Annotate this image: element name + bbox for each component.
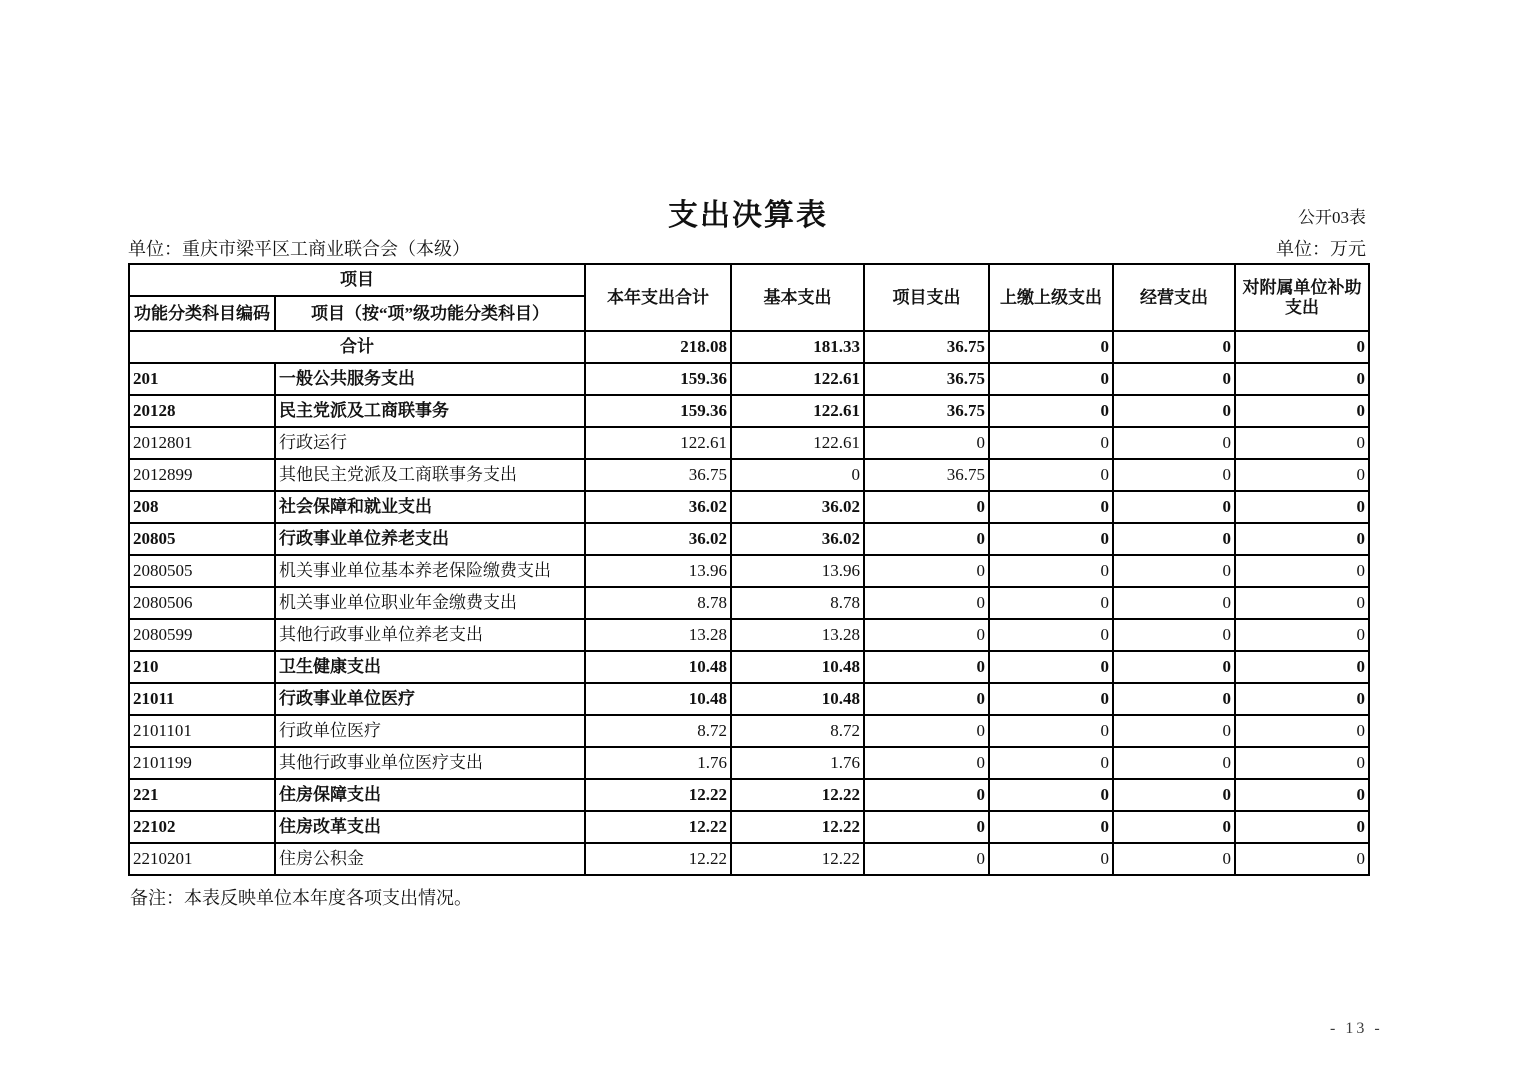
row-code: 2012899 bbox=[129, 459, 275, 491]
table-row bbox=[129, 427, 1369, 459]
row-value: 122.61 bbox=[731, 427, 864, 459]
row-value: 0 bbox=[1113, 555, 1235, 587]
row-value: 10.48 bbox=[585, 683, 731, 715]
row-value: 122.61 bbox=[731, 363, 864, 395]
row-value: 0 bbox=[864, 427, 989, 459]
row-code: 208 bbox=[129, 491, 275, 523]
header-row-1 bbox=[129, 264, 1369, 296]
row-value: 0 bbox=[1235, 459, 1369, 491]
row-value: 0 bbox=[1235, 779, 1369, 811]
row-value: 0 bbox=[1235, 747, 1369, 779]
row-value: 0 bbox=[989, 811, 1113, 843]
row-value: 0 bbox=[1113, 779, 1235, 811]
row-value: 0 bbox=[989, 459, 1113, 491]
row-value: 218.08 bbox=[585, 331, 731, 363]
page-number: - 13 - bbox=[1330, 1020, 1383, 1037]
row-item: 一般公共服务支出 bbox=[275, 363, 585, 395]
row-value: 0 bbox=[1235, 619, 1369, 651]
row-code: 210 bbox=[129, 651, 275, 683]
table-row bbox=[129, 843, 1369, 875]
row-value: 8.78 bbox=[731, 587, 864, 619]
row-value: 0 bbox=[864, 747, 989, 779]
row-value: 0 bbox=[989, 555, 1113, 587]
row-value: 0 bbox=[1113, 619, 1235, 651]
header-col-project: 项目支出 bbox=[864, 264, 989, 331]
row-item: 其他民主党派及工商联事务支出 bbox=[275, 459, 585, 491]
table-row bbox=[129, 811, 1369, 843]
row-value: 0 bbox=[1235, 843, 1369, 875]
row-item: 合计 bbox=[129, 331, 585, 363]
table-row bbox=[129, 555, 1369, 587]
row-value: 8.72 bbox=[585, 715, 731, 747]
row-item: 其他行政事业单位养老支出 bbox=[275, 619, 585, 651]
row-code: 201 bbox=[129, 363, 275, 395]
row-value: 0 bbox=[989, 747, 1113, 779]
table-row bbox=[129, 715, 1369, 747]
row-value: 0 bbox=[989, 427, 1113, 459]
page-title: 支出决算表 bbox=[668, 199, 828, 232]
table-row bbox=[129, 651, 1369, 683]
table-note: 备注：本表反映单位本年度各项支出情况。 bbox=[130, 888, 472, 908]
header-col-total: 本年支出合计 bbox=[585, 264, 731, 331]
row-value: 0 bbox=[1113, 715, 1235, 747]
row-value: 0 bbox=[989, 363, 1113, 395]
row-item: 民主党派及工商联事务 bbox=[275, 395, 585, 427]
row-value: 12.22 bbox=[731, 811, 864, 843]
row-value: 0 bbox=[1235, 395, 1369, 427]
header-col-operating: 经营支出 bbox=[1113, 264, 1235, 331]
row-value: 181.33 bbox=[731, 331, 864, 363]
row-value: 0 bbox=[864, 715, 989, 747]
row-value: 36.75 bbox=[864, 395, 989, 427]
row-code: 2210201 bbox=[129, 843, 275, 875]
row-value: 36.02 bbox=[731, 523, 864, 555]
row-value: 10.48 bbox=[731, 651, 864, 683]
row-value: 0 bbox=[1113, 523, 1235, 555]
row-value: 0 bbox=[864, 619, 989, 651]
row-value: 0 bbox=[1113, 459, 1235, 491]
row-item: 卫生健康支出 bbox=[275, 651, 585, 683]
row-value: 0 bbox=[1113, 811, 1235, 843]
row-value: 0 bbox=[864, 843, 989, 875]
row-value: 13.96 bbox=[731, 555, 864, 587]
row-value: 0 bbox=[864, 491, 989, 523]
row-item: 住房公积金 bbox=[275, 843, 585, 875]
row-value: 0 bbox=[1235, 491, 1369, 523]
row-value: 8.78 bbox=[585, 587, 731, 619]
row-value: 12.22 bbox=[585, 779, 731, 811]
row-value: 159.36 bbox=[585, 395, 731, 427]
row-value: 0 bbox=[1113, 427, 1235, 459]
row-value: 0 bbox=[731, 459, 864, 491]
header-col-upper: 上缴上级支出 bbox=[989, 264, 1113, 331]
row-value: 0 bbox=[864, 683, 989, 715]
row-value: 0 bbox=[989, 331, 1113, 363]
table-row bbox=[129, 779, 1369, 811]
row-value: 0 bbox=[989, 715, 1113, 747]
row-value: 13.96 bbox=[585, 555, 731, 587]
row-value: 0 bbox=[1113, 331, 1235, 363]
row-item: 行政单位医疗 bbox=[275, 715, 585, 747]
row-value: 0 bbox=[1235, 523, 1369, 555]
row-value: 0 bbox=[989, 651, 1113, 683]
row-code: 221 bbox=[129, 779, 275, 811]
table-row bbox=[129, 747, 1369, 779]
row-value: 159.36 bbox=[585, 363, 731, 395]
row-value: 0 bbox=[989, 683, 1113, 715]
row-value: 0 bbox=[989, 523, 1113, 555]
row-item: 行政事业单位医疗 bbox=[275, 683, 585, 715]
table-row bbox=[129, 363, 1369, 395]
row-item: 机关事业单位职业年金缴费支出 bbox=[275, 587, 585, 619]
row-value: 13.28 bbox=[585, 619, 731, 651]
row-value: 0 bbox=[1235, 811, 1369, 843]
row-value: 0 bbox=[864, 587, 989, 619]
header-col-basic: 基本支出 bbox=[731, 264, 864, 331]
row-value: 36.75 bbox=[864, 459, 989, 491]
row-value: 0 bbox=[1113, 587, 1235, 619]
table-row bbox=[129, 491, 1369, 523]
table-row bbox=[129, 331, 1369, 363]
row-value: 36.02 bbox=[585, 491, 731, 523]
row-value: 0 bbox=[864, 779, 989, 811]
row-value: 0 bbox=[1113, 363, 1235, 395]
row-value: 1.76 bbox=[585, 747, 731, 779]
table-code-label: 公开03表 bbox=[1298, 208, 1366, 227]
table-row bbox=[129, 459, 1369, 491]
header-code-col: 功能分类科目编码 bbox=[129, 296, 275, 331]
row-value: 0 bbox=[864, 811, 989, 843]
row-code: 21011 bbox=[129, 683, 275, 715]
row-value: 0 bbox=[989, 491, 1113, 523]
row-value: 0 bbox=[1235, 651, 1369, 683]
row-value: 0 bbox=[1113, 683, 1235, 715]
row-value: 10.48 bbox=[731, 683, 864, 715]
row-code: 20805 bbox=[129, 523, 275, 555]
row-code: 2080599 bbox=[129, 619, 275, 651]
row-value: 0 bbox=[989, 843, 1113, 875]
row-value: 12.22 bbox=[731, 779, 864, 811]
table-body bbox=[129, 331, 1369, 875]
row-value: 0 bbox=[864, 651, 989, 683]
row-value: 36.75 bbox=[585, 459, 731, 491]
header-item-group: 项目 bbox=[129, 264, 585, 296]
row-code: 2101199 bbox=[129, 747, 275, 779]
row-value: 12.22 bbox=[585, 843, 731, 875]
row-value: 0 bbox=[1235, 587, 1369, 619]
row-value: 0 bbox=[989, 619, 1113, 651]
table-row bbox=[129, 523, 1369, 555]
expenditure-table bbox=[128, 263, 1370, 876]
row-value: 12.22 bbox=[585, 811, 731, 843]
row-code: 20128 bbox=[129, 395, 275, 427]
row-value: 0 bbox=[989, 779, 1113, 811]
row-value: 0 bbox=[1113, 395, 1235, 427]
row-code: 2080505 bbox=[129, 555, 275, 587]
row-value: 0 bbox=[1235, 715, 1369, 747]
row-value: 8.72 bbox=[731, 715, 864, 747]
row-code: 2101101 bbox=[129, 715, 275, 747]
row-value: 36.02 bbox=[585, 523, 731, 555]
row-value: 0 bbox=[864, 523, 989, 555]
row-value: 0 bbox=[864, 555, 989, 587]
unit-measure-label: 单位：万元 bbox=[1276, 239, 1366, 259]
row-code: 2080506 bbox=[129, 587, 275, 619]
row-value: 13.28 bbox=[731, 619, 864, 651]
row-item: 住房保障支出 bbox=[275, 779, 585, 811]
row-item: 住房改革支出 bbox=[275, 811, 585, 843]
row-value: 122.61 bbox=[731, 395, 864, 427]
row-value: 0 bbox=[1235, 683, 1369, 715]
row-item: 行政运行 bbox=[275, 427, 585, 459]
row-value: 36.75 bbox=[864, 331, 989, 363]
table-row bbox=[129, 587, 1369, 619]
header-col-subsidy: 对附属单位补助支出 bbox=[1235, 264, 1369, 331]
row-value: 122.61 bbox=[585, 427, 731, 459]
row-value: 36.02 bbox=[731, 491, 864, 523]
row-value: 10.48 bbox=[585, 651, 731, 683]
row-value: 0 bbox=[1235, 331, 1369, 363]
row-value: 0 bbox=[1235, 427, 1369, 459]
row-value: 0 bbox=[1113, 651, 1235, 683]
row-value: 0 bbox=[1113, 491, 1235, 523]
row-value: 0 bbox=[989, 395, 1113, 427]
table-row bbox=[129, 395, 1369, 427]
row-value: 0 bbox=[1113, 747, 1235, 779]
unit-name-label: 单位：重庆市梁平区工商业联合会（本级） bbox=[128, 239, 470, 259]
row-code: 22102 bbox=[129, 811, 275, 843]
row-value: 0 bbox=[1235, 555, 1369, 587]
table-row bbox=[129, 683, 1369, 715]
header-item-col: 项目（按“项”级功能分类科目） bbox=[275, 296, 585, 331]
row-value: 12.22 bbox=[731, 843, 864, 875]
row-value: 0 bbox=[1113, 843, 1235, 875]
row-item: 社会保障和就业支出 bbox=[275, 491, 585, 523]
row-value: 0 bbox=[989, 587, 1113, 619]
row-code: 2012801 bbox=[129, 427, 275, 459]
table-row bbox=[129, 619, 1369, 651]
row-item: 行政事业单位养老支出 bbox=[275, 523, 585, 555]
row-item: 机关事业单位基本养老保险缴费支出 bbox=[275, 555, 585, 587]
row-value: 0 bbox=[1235, 363, 1369, 395]
table-header bbox=[129, 264, 1369, 331]
row-item: 其他行政事业单位医疗支出 bbox=[275, 747, 585, 779]
row-value: 36.75 bbox=[864, 363, 989, 395]
row-value: 1.76 bbox=[731, 747, 864, 779]
